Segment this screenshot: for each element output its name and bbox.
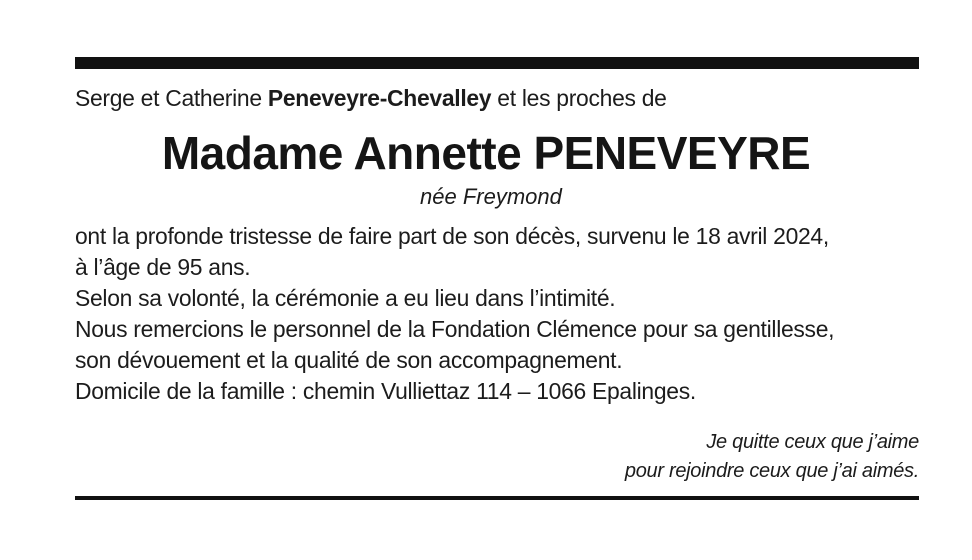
body-line: à l’âge de 95 ans. <box>75 254 251 280</box>
body-line: Nous remercions le personnel de la Fondation Clémence pour sa gentillesse, <box>75 316 835 342</box>
intro-prefix: Serge et Catherine <box>75 85 268 111</box>
body-line: son dévouement et la qualité de son accompagnement. <box>75 347 623 373</box>
notice-body <box>75 221 921 407</box>
family-name: Peneveyre-Chevalley <box>267 85 492 111</box>
body-line: Domicile de la famille : chemin Vulliettaz 114 – 1066 Epalinges. <box>75 378 696 404</box>
maiden-name: née Freymond <box>420 184 562 209</box>
bottom-rule <box>75 496 919 500</box>
quote-line: Je quitte ceux que j’aime <box>706 431 919 453</box>
quote-line: pour rejoindre ceux que j’ai aimés. <box>624 460 919 482</box>
closing-quote <box>625 428 919 486</box>
intro-suffix: et les proches de <box>491 85 667 111</box>
body-line: ont la profonde tristesse de faire part de son décès, survenu le 18 avril 2024, <box>75 223 829 249</box>
deceased-name: Madame Annette PENEVEYRE <box>161 127 811 179</box>
body-line: Selon sa volonté, la cérémonie a eu lieu dans l’intimité. <box>75 285 616 311</box>
top-rule <box>75 57 919 69</box>
intro-line <box>75 83 921 114</box>
